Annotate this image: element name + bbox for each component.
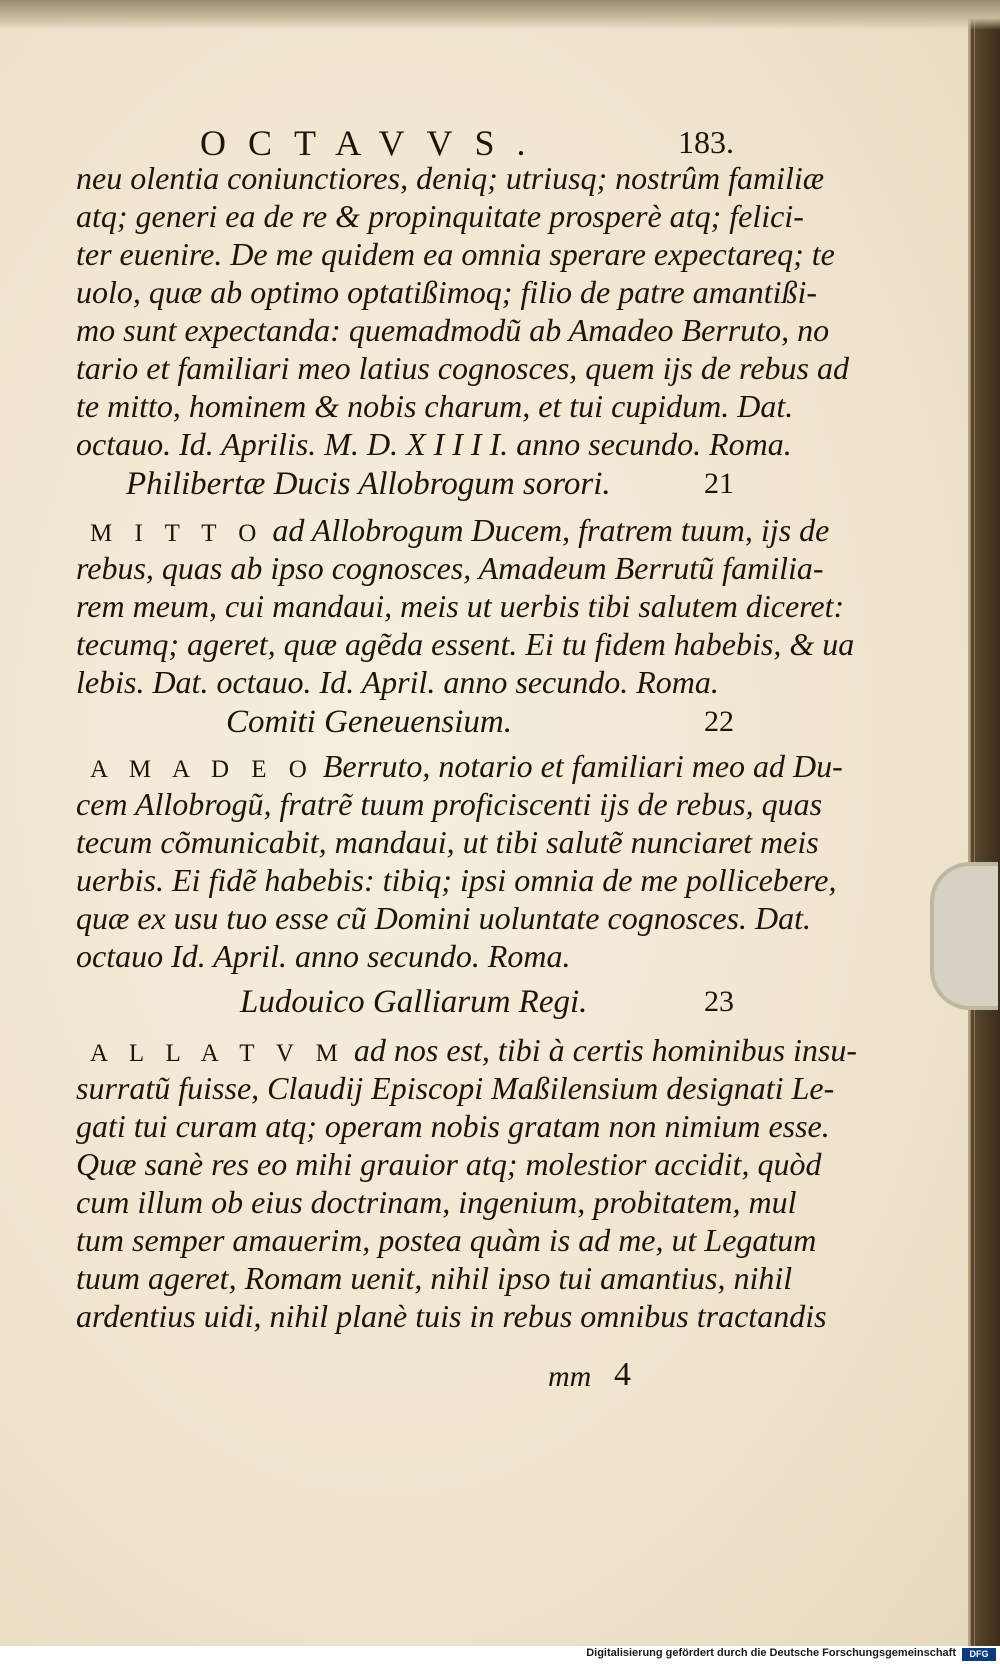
text-line: tum semper amauerim, postea quàm is ad me, ut Legatum: [76, 1222, 817, 1258]
book-clasp: [930, 862, 998, 1010]
letter-heading: Philibertæ Ducis Allobrogum sorori.: [126, 466, 611, 502]
running-title: OCTAVVS.: [200, 123, 548, 163]
letter-number: 22: [704, 705, 734, 738]
text-line: surratũ fuisse, Claudij Episcopi Maßilensium designati Le-: [76, 1070, 835, 1106]
text-line: rebus, quas ab ipso cognosces, Amadeum Berrutũ familia-: [76, 550, 824, 586]
digitization-footer: [0, 1646, 1000, 1664]
text-line: gati tui curam atq; operam nobis gratam non nimium esse.: [76, 1108, 830, 1144]
printed-leaf: [0, 14, 970, 1646]
text-line: octauo Id. April. anno secundo. Roma.: [76, 938, 571, 974]
page-edges-top: [0, 0, 1000, 30]
letter-opening: A L L A T V M: [90, 1040, 346, 1067]
text-line: uerbis. Ei fidẽ habebis: tibiq; ipsi omnia de me pollicebere,: [76, 862, 837, 898]
text-line: Berruto, notario et familiari meo ad Du-: [322, 748, 843, 784]
dfg-logo-icon: DFG: [962, 1648, 996, 1661]
letter-number: 23: [704, 985, 734, 1018]
letter-opening: M I T T O: [90, 520, 265, 547]
text-line: tecum cõmunicabit, mandaui, ut tibi salutẽ nunciaret meis: [76, 824, 819, 860]
funding-credit: Digitalisierung gefördert durch die Deutsche Forschungsgemeinschaft: [586, 1647, 956, 1659]
text-line: ad nos est, tibi à certis hominibus insu-: [353, 1032, 858, 1068]
text-line: uolo, quæ ab optimo optatißimoq; filio de patre amantißi-: [76, 274, 818, 310]
text-line: te mitto, hominem & nobis charum, et tui cupidum. Dat.: [76, 388, 794, 424]
signature-number: 4: [614, 1356, 631, 1393]
text-line: rem meum, cui mandaui, meis ut uerbis tibi salutem diceret:: [76, 588, 845, 624]
letter-opening-line: [90, 748, 843, 788]
text-line: cem Allobrogũ, fratrẽ tuum proficiscenti ijs de rebus, quas: [76, 786, 823, 822]
text-line: tecumq; ageret, quæ agẽda essent. Ei tu fidem habebis, & ua: [76, 626, 855, 662]
text-line: quæ ex usu tuo esse cũ Domini uoluntate cognosces. Dat.: [76, 900, 811, 936]
letter-opening-line: [90, 1032, 858, 1072]
letter-number: 21: [704, 467, 734, 500]
text-line: tuum ageret, Romam uenit, nihil ipso tui amantius, nihil: [76, 1260, 793, 1296]
letter-heading: Comiti Geneuensium.: [226, 704, 512, 740]
text-line: Quæ sanè res eo mihi grauior atq; molestior accidit, quòd: [76, 1146, 822, 1182]
page-number: 183.: [678, 124, 734, 160]
text-line: ad Allobrogum Ducem, fratrem tuum, ijs de: [272, 512, 830, 548]
letter-heading: Ludouico Galliarum Regi.: [240, 984, 588, 1020]
text-line: ter euenire. De me quidem ea omnia sperare expectareq; te: [76, 236, 835, 272]
letter-opening: A M A D E O: [90, 756, 315, 783]
text-line: octauo. Id. Aprilis. M. D. X I I I I. anno secundo. Roma.: [76, 426, 792, 462]
text-line: cum illum ob eius doctrinam, ingenium, probitatem, mul: [76, 1184, 797, 1220]
text-line: mo sunt expectanda: quemadmodũ ab Amadeo Berruto, no: [76, 312, 830, 348]
letter-opening-line: [90, 512, 830, 552]
text-line: atq; generi ea de re & propinquitate prosperè atq; felici-: [76, 198, 804, 234]
text-line: tario et familiari meo latius cognosces, quem ijs de rebus ad: [76, 350, 849, 386]
signature-mark: mm: [548, 1360, 592, 1393]
text-line: lebis. Dat. octauo. Id. April. anno secundo. Roma.: [76, 664, 719, 700]
text-line: neu olentia coniunctiores, deniq; utriusq; nostrûm familiæ: [76, 160, 825, 196]
text-line: ardentius uidi, nihil planè tuis in rebus omnibus tractandis: [76, 1298, 827, 1334]
